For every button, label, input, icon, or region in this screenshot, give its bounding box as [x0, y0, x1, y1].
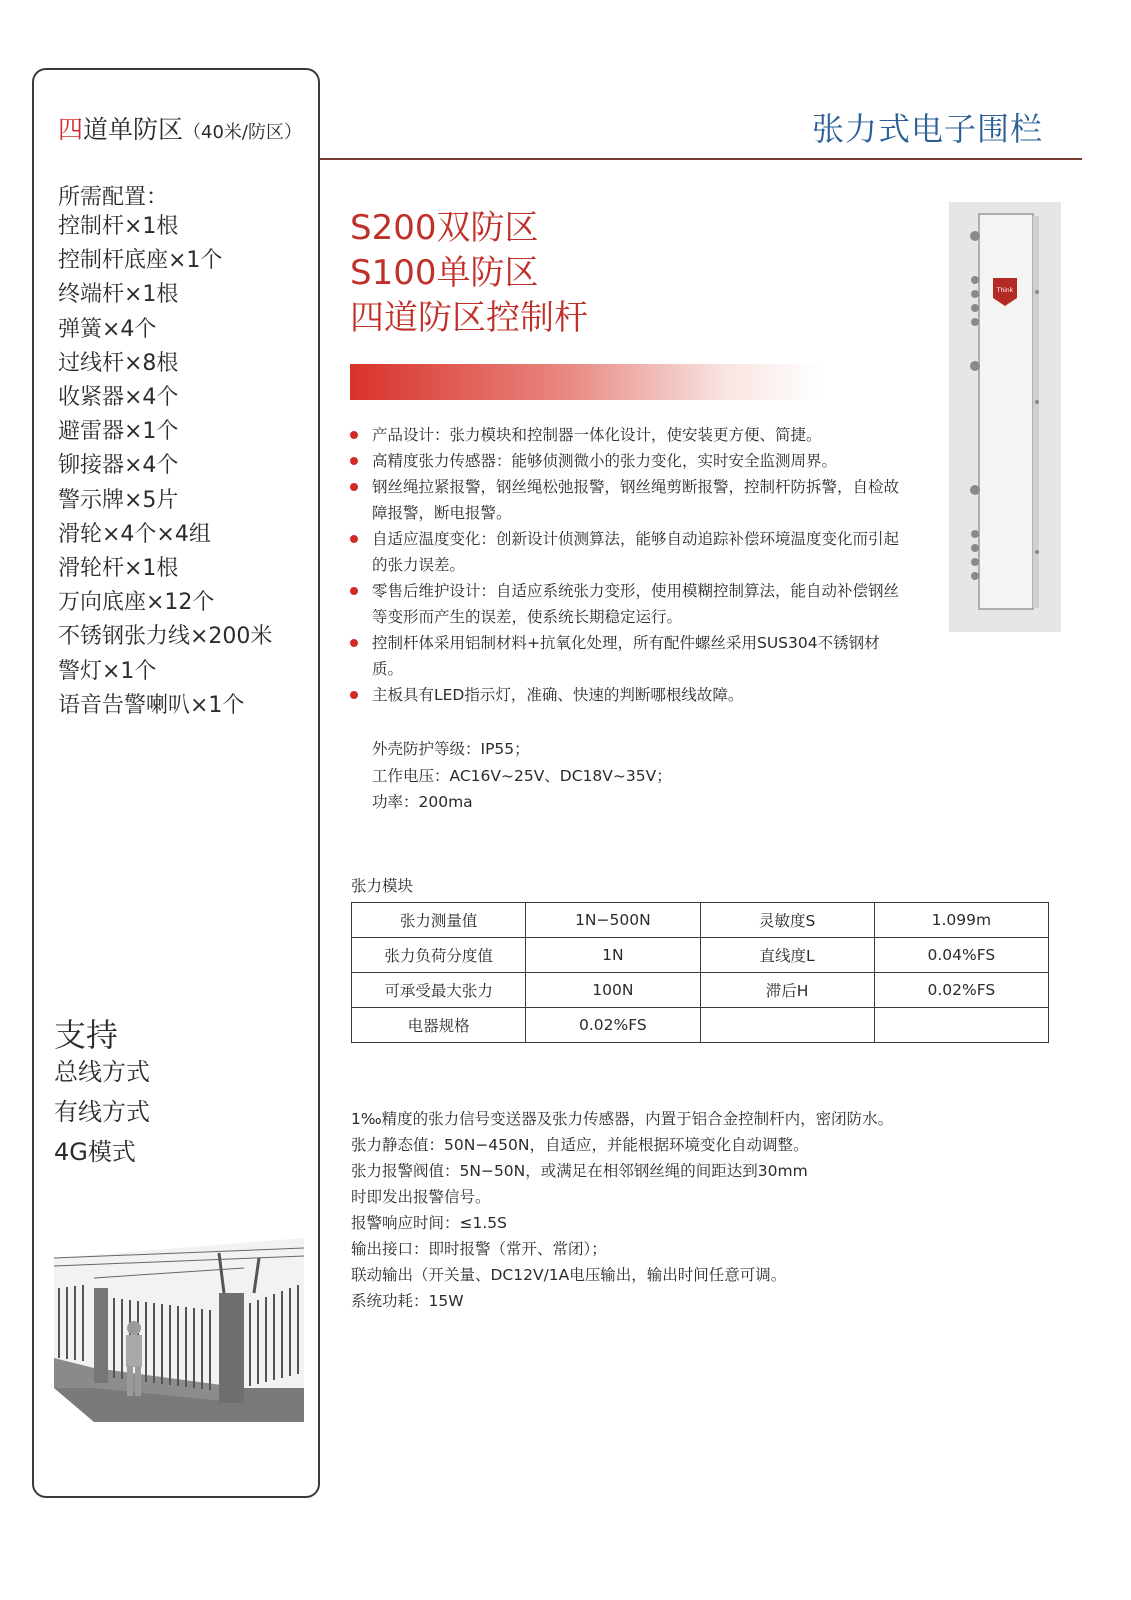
zone-title-highlight: 四: [58, 115, 84, 144]
table-cell: 滞后H: [700, 973, 874, 1008]
bullet-icon: [350, 535, 358, 543]
bullet-icon: [350, 483, 358, 491]
feature-text: 主板具有LED指示灯，准确、快速的判断哪根线故障。: [372, 686, 744, 704]
table-cell: 电器规格: [352, 1008, 526, 1043]
config-item: 控制杆底座×1个: [58, 248, 223, 274]
control-pole-photo: [949, 202, 1061, 632]
table-cell: 可承受最大张力: [352, 973, 526, 1008]
zone-title-main: 道单防区: [83, 115, 184, 144]
table-cell: 1.099m: [874, 903, 1048, 938]
feature-text: 自适应温度变化：创新设计侦测算法，能够自动追踪补偿环境温度变化而引起的张力误差。: [372, 530, 900, 574]
detail-item: 联动输出（开关量、DC12V/1A电压输出，输出时间任意可调。: [351, 1266, 787, 1284]
left-panel: [32, 68, 320, 1498]
zone-title: [58, 110, 302, 146]
config-item: 终端杆×1根: [58, 282, 179, 308]
bullet-icon: [350, 691, 358, 699]
detail-item: 张力报警阀值：5N−50N，或满足在相邻钢丝绳的间距达到30mm: [351, 1162, 808, 1180]
table-cell: 张力负荷分度值: [352, 938, 526, 973]
product-titles: [350, 206, 588, 341]
config-item: 收紧器×4个: [58, 385, 179, 411]
product-title: S100单防区: [350, 253, 539, 293]
table-cell: 0.02%FS: [874, 973, 1048, 1008]
gradient-bar: [350, 364, 820, 400]
detail-item: 时即发出报警信号。: [351, 1188, 491, 1206]
spec-item: 功率：200ma: [372, 793, 473, 811]
bullet-icon: [350, 457, 358, 465]
table-cell: [874, 1008, 1048, 1043]
fence-illustration: [54, 1238, 304, 1422]
table-row: [352, 903, 1049, 938]
feature-text: 零售后维护设计：自适应系统张力变形，使用模糊控制算法，能自动补偿钢丝等变形而产生的误差，使系统长期稳定运行。: [372, 582, 900, 626]
feature-item: [350, 474, 910, 526]
feature-list: [350, 422, 910, 708]
config-item: 警灯×1个: [58, 658, 157, 684]
detail-item: 1‰精度的张力信号变送器及张力传感器，内置于铝合金控制杆内，密闭防水。: [351, 1110, 894, 1128]
header-divider: [320, 158, 1082, 160]
bullet-icon: [350, 587, 358, 595]
feature-item: [350, 630, 910, 682]
spec-list: [372, 736, 672, 816]
config-item: 铆接器×4个: [58, 453, 179, 479]
tension-module-table: [351, 902, 1049, 1043]
feature-item: [350, 448, 910, 474]
config-item: 控制杆×1根: [58, 214, 179, 239]
table-cell: 1N: [526, 938, 700, 973]
detail-item: 系统功耗：15W: [351, 1292, 464, 1310]
detail-list: [351, 1106, 893, 1314]
spec-item: 工作电压：AC16V~25V、DC18V~35V；: [372, 766, 672, 785]
config-item: 语音告警喇叭×1个: [58, 692, 245, 718]
config-item: 滑轮杆×1根: [58, 556, 179, 582]
config-item: 避雷器×1个: [58, 419, 179, 445]
table-cell: [700, 1008, 874, 1043]
table-row: [352, 973, 1049, 1008]
config-list: [58, 210, 272, 723]
zone-title-length: （40米/防区）: [183, 122, 302, 143]
feature-text: 钢丝绳拉紧报警，钢丝绳松弛报警，钢丝绳剪断报警，控制杆防拆警，自检故障报警，断电报警。: [372, 478, 900, 522]
table-row: [352, 1008, 1049, 1043]
feature-text: 产品设计：张力模块和控制器一体化设计，使安装更方便、简捷。: [372, 426, 822, 444]
detail-item: 输出接口：即时报警（常开、常闭）；: [351, 1240, 607, 1258]
feature-item: [350, 526, 910, 578]
support-list: [54, 1052, 150, 1172]
config-heading: 所需配置：: [58, 185, 169, 210]
support-title: 支持: [54, 1016, 119, 1054]
feature-item: [350, 578, 910, 630]
table-cell: 0.04%FS: [874, 938, 1048, 973]
table-caption: 张力模块: [351, 877, 414, 895]
support-item: 4G模式: [54, 1138, 136, 1166]
feature-text: 高精度张力传感器：能够侦测微小的张力变化，实时安全监测周界。: [372, 452, 838, 470]
support-item: 总线方式: [54, 1058, 150, 1086]
feature-text: 控制杆体采用铝制材料+抗氧化处理，所有配件螺丝采用SUS304不锈钢材质。: [372, 634, 880, 678]
config-item: 弹簧×4个: [58, 316, 157, 342]
support-item: 有线方式: [54, 1098, 150, 1126]
table-cell: 100N: [526, 973, 700, 1008]
table-cell: 张力测量值: [352, 903, 526, 938]
detail-item: 张力静态值：50N−450N，自适应，并能根据环境变化自动调整。: [351, 1136, 809, 1154]
config-item: 警示牌×5片: [58, 487, 179, 513]
feature-item: [350, 422, 910, 448]
table-cell: 直线度L: [700, 938, 874, 973]
spec-item: 外壳防护等级：IP55；: [372, 740, 530, 758]
product-title: S200双防区: [350, 208, 539, 248]
header-title: 张力式电子围栏: [811, 110, 1043, 148]
product-badge-text: Think: [996, 287, 1014, 294]
bullet-icon: [350, 431, 358, 439]
table-row: [352, 938, 1049, 973]
config-item: 万向底座×12个: [58, 590, 215, 616]
config-item: 不锈钢张力线×200米: [58, 624, 273, 650]
config-item: 滑轮×4个×4组: [58, 521, 211, 547]
detail-item: 报警响应时间：≤1.5S: [351, 1214, 507, 1232]
table-cell: 1N−500N: [526, 903, 700, 938]
product-title: 四道防区控制杆: [350, 298, 588, 338]
table-cell: 0.02%FS: [526, 1008, 700, 1043]
config-item: 过线杆×8根: [58, 350, 179, 376]
table-cell: 灵敏度S: [700, 903, 874, 938]
feature-item: [350, 682, 910, 708]
bullet-icon: [350, 639, 358, 647]
